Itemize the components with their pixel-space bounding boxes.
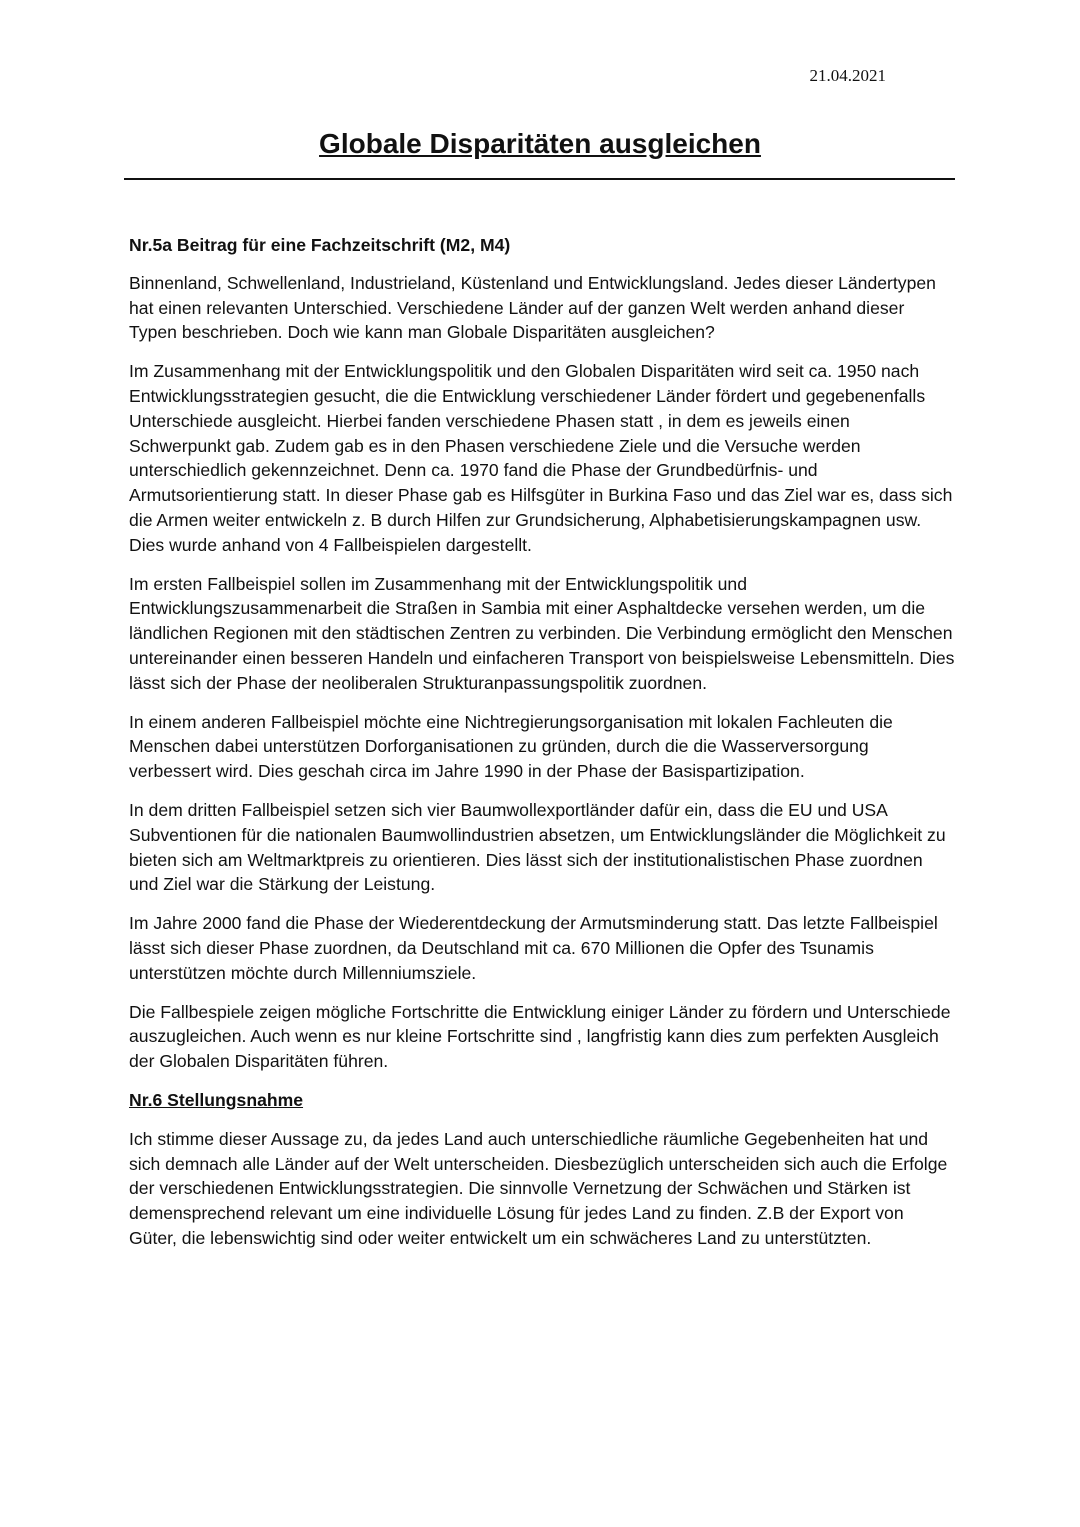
document-date: 21.04.2021 <box>809 66 886 85</box>
paragraph: Im Zusammenhang mit der Entwicklungspolitik und den Globalen Disparitäten wird seit ca. 1950 nach Entwicklungsstrategien gesucht, die die Entwicklung verschiedener Länder fördert und gegebenenfalls Unterschiede ausgleicht. Hierbei fanden verschiedene Phasen statt , in dem es jeweils einen Schwerpunkt gab. Zudem gab es in den Phasen verschiedene Ziele und die Versuche werden unterschiedlich gekennzeichnet. Denn ca. 1970 fand die Phase der Grundbedürfnis- und Armutsorientierung statt. In dieser Phase gab es Hilfsgüter in Burkina Faso und das Ziel war es, dass sich die Armen weiter entwickeln z. B durch Hilfen zur Grundsicherung, Alphabetisierungskampagnen usw. Dies wurde anhand von 4 Fallbeispielen dargestellt. <box>129 361 953 555</box>
paragraph: Im ersten Fallbeispiel sollen im Zusammenhang mit der Entwicklungspolitik und Entwicklungszusammenarbeit die Straßen in Sambia mit einer Asphaltdecke versehen werden, um die ländlichen Regionen mit den städtischen Zentren zu verbinden. Die Verbindung ermöglicht den Menschen untereinander einen besseren Handeln und einfacheren Transport von beispielsweise Lebensmitteln. Dies lässt sich der Phase der neoliberalen Strukturanpassungspolitik zuordnen. <box>129 573 955 693</box>
paragraph: Binnenland, Schwellenland, Industrieland, Küstenland und Entwicklungsland. Jedes dieser Ländertypen hat einen relevanten Unterschied. Verschiedene Länder auf der ganzen Welt werden anhand dieser Typen beschrieben. Doch wie kann man Globale Disparitäten ausgleichen? <box>129 272 936 343</box>
paragraph: In dem dritten Fallbeispiel setzen sich vier Baumwollexportländer dafür ein, dass die EU und USA Subventionen für die nationalen Baumwollindustrien absetzen, um Entwicklungsländer die Möglichkeit zu bieten sich am Weltmarktpreis zu orientieren. Dies lässt sich der institutionalistischen Phase zuordnen und Ziel war die Stärkung der Leistung. <box>129 799 946 895</box>
paragraph: Im Jahre 2000 fand die Phase der Wiederentdeckung der Armutsminderung statt. Das letzte Fallbeispiel lässt sich dieser Phase zuordnen, da Deutschland mit ca. 670 Millionen die Opfer des Tsunamis unterstützen möchte durch Millenniumsziele. <box>129 913 938 983</box>
title-divider <box>124 178 955 180</box>
paragraph: Die Fallbespiele zeigen mögliche Fortschritte die Entwicklung einiger Länder zu fördern und Unterschiede auszugleichen. Auch wenn es nur kleine Fortschritte sind , langfristig kann dies zum perfekten Ausgleich der Globalen Disparitäten führen. <box>129 1001 951 1072</box>
section-heading-6: Nr.6 Stellungsnahme <box>129 1089 304 1110</box>
paragraph: In einem anderen Fallbeispiel möchte eine Nichtregierungsorganisation mit lokalen Fachleuten die Menschen dabei unterstützen Dorforganisationen zu gründen, durch die die Wasserversorgung verbessert wird. Dies geschah circa im Jahre 1990 in der Phase der Basispartizipation. <box>129 711 893 782</box>
section-heading-5a: Nr.5a Beitrag für eine Fachzeitschrift (M2, M4) <box>129 235 511 255</box>
paragraph: Ich stimme dieser Aussage zu, da jedes Land auch unterschiedliche räumliche Gegebenheiten hat und sich demnach alle Länder auf der Welt unterscheiden. Diesbezüglich unterscheiden sich auch die Erfolge der verschiedenen Entwicklungsstrategien. Die sinnvolle Vernetzung der Schwächen und Stärken ist demensprechend relevant um eine individuelle Lösung für jedes Land zu finden. Z.B der Export von Güter, die lebenswichtig sind oder weiter entwickelt um ein schwächeres Land zu unterstützten. <box>129 1128 948 1248</box>
document-title: Globale Disparitäten ausgleichen <box>319 128 761 159</box>
document-body <box>129 233 955 1265</box>
